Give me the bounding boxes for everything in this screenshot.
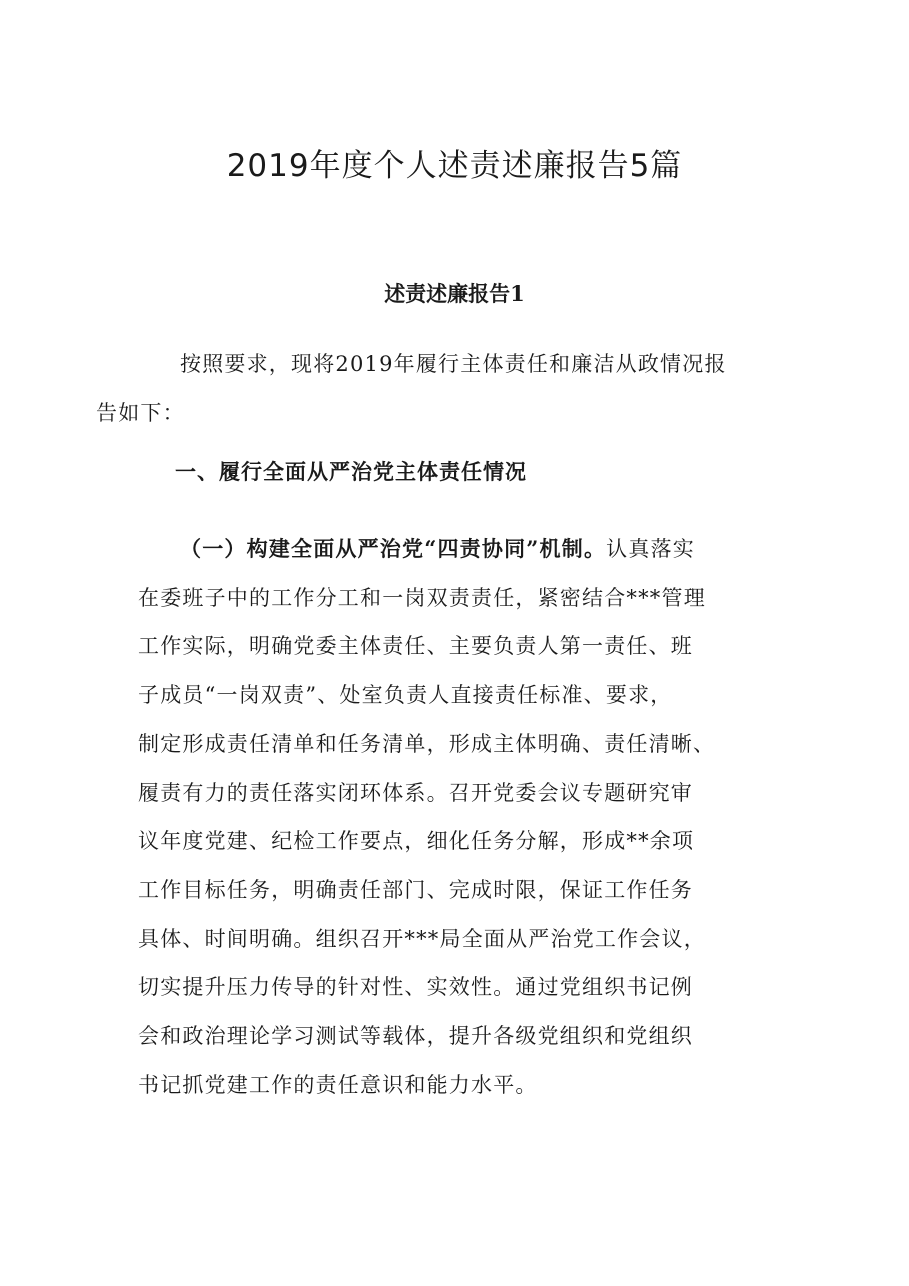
paragraph-line: 在委班子中的工作分工和一岗双责责任，紧密结合***管理	[138, 585, 706, 610]
intro-line: 按照要求，现将2019年履行主体责任和廉洁从政情况报	[180, 352, 727, 376]
paragraph-line: 工作目标任务，明确责任部门、完成时限，保证工作任务	[138, 877, 693, 902]
section-heading: 一、履行全面从严治党主体责任情况	[175, 459, 527, 484]
intro-line: 告如下：	[96, 400, 185, 425]
paragraph-line: 子成员“一岗双责”、处室负责人直接责任标准、要求，	[138, 683, 673, 708]
report-heading: 述责述廉报告1	[384, 281, 525, 306]
paragraph-line: 议年度党建、纪检工作要点，细化任务分解，形成**余项	[138, 829, 695, 854]
subsection-paragraph	[138, 525, 778, 1109]
paragraph-line: 具体、时间明确。组织召开***局全面从严治党工作会议，	[138, 926, 706, 951]
paragraph-line: 工作实际，明确党委主体责任、主要负责人第一责任、班	[138, 634, 693, 659]
paragraph-line: 履责有力的责任落实闭环体系。召开党委会议专题研究审	[138, 780, 693, 805]
subsection-lead: （一）构建全面从严治党“四责协同”机制。	[180, 536, 607, 561]
paragraph-line: 会和政治理论学习测试等载体，提升各级党组织和党组织	[138, 1024, 693, 1049]
intro-paragraph	[96, 340, 778, 437]
paragraph-line: 书记抓党建工作的责任意识和能力水平。	[138, 1072, 538, 1097]
paragraph-text: 认真落实	[606, 537, 695, 561]
paragraph-first-line	[138, 525, 778, 574]
paragraph-line: 制定形成责任清单和任务清单，形成主体明确、责任清晰、	[138, 731, 716, 756]
paragraph-line: 切实提升压力传导的针对性、实效性。通过党组织书记例	[138, 975, 693, 1000]
document-title: 2019年度个人述责述廉报告5篇	[226, 148, 683, 184]
